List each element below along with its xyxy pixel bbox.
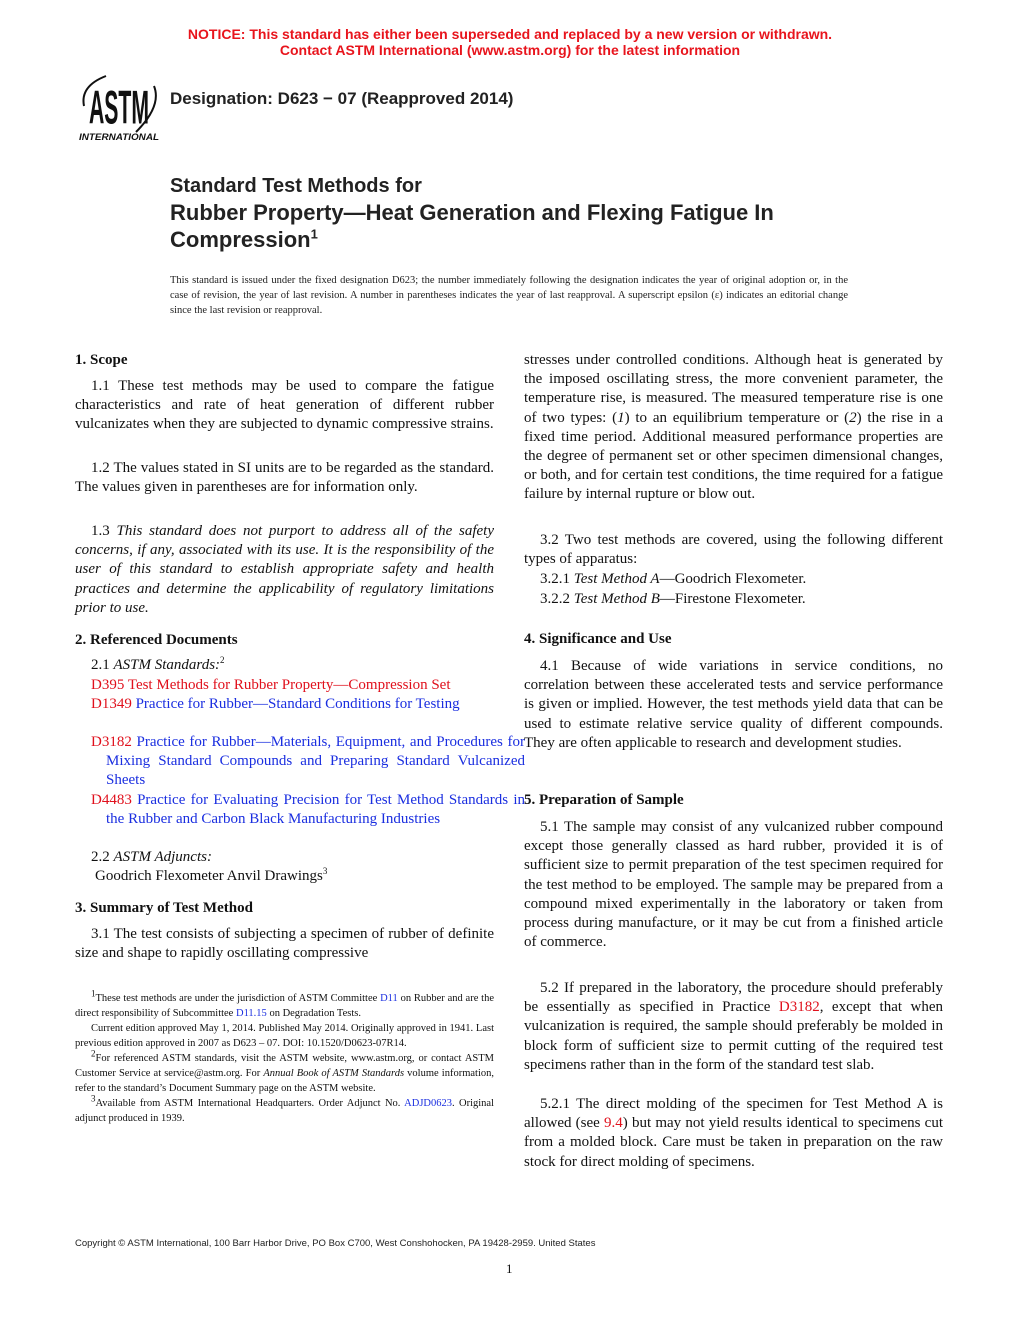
text-italic: 2: [849, 409, 857, 426]
designation: Designation: D623 − 07 (Reapproved 2014): [170, 89, 514, 108]
adjunct-link[interactable]: ADJD0623: [404, 1098, 453, 1109]
footnote-2-mark: 2: [91, 1048, 96, 1059]
para-5-2-1: [524, 1095, 943, 1172]
para-3-2: 3.2 Two test methods are covered, using the following different types of apparatus:: [524, 532, 943, 568]
title-line-3-text: Compression: [170, 227, 311, 252]
reference-title[interactable]: Practice for Rubber—Standard Conditions for Testing: [131, 696, 460, 712]
num: 3.2.2: [540, 591, 574, 607]
text: stresses under controlled conditions. Although heat is generated by the imposed oscillating stress, the more convenient parameter, the temperature rise, is measured. The measured temperature rise is one of two types: (: [524, 352, 943, 426]
footnote-1-text-a: These test methods are under the jurisdiction of ASTM Committee: [95, 993, 381, 1004]
footnote-2: [75, 1048, 494, 1096]
footnote-2-text-b: volume information, refer to the standard’s Document Summary page on the ASTM website.: [75, 1068, 494, 1094]
para-1-3: [75, 522, 494, 618]
reference-code[interactable]: D1349: [91, 696, 132, 712]
para-3-1: 3.1 The test consists of subjecting a specimen of rubber of definite size and shape to rapidly oscillating compressive: [75, 926, 494, 962]
text: —Goodrich Flexometer.: [659, 571, 807, 587]
text: 5.2 If prepared in the laboratory, the procedure should preferably be essentially as specified in Practice: [524, 980, 943, 1016]
reference-code[interactable]: D3182: [91, 734, 132, 750]
notice-line-1: NOTICE: This standard has either been superseded and replaced by a new version or withdrawn.: [187, 26, 833, 42]
para-3-1-continued: [524, 351, 943, 505]
footnote-2-text-a: For referenced ASTM standards, visit the ASTM website, www.astm.org, or contact ASTM Customer Service at service@astm.org. For: [75, 1053, 494, 1079]
reference-title[interactable]: Test Methods for Rubber Property—Compression Set: [124, 677, 451, 693]
reference-title[interactable]: Practice for Evaluating Precision for Test Method Standards in the Rubber and Carbon Black Manufacturing Industries: [106, 792, 525, 828]
text-italic: 1: [617, 409, 625, 426]
withdrawal-notice: [0, 26, 1020, 58]
svg-text:INTERNATIONAL: INTERNATIONAL: [79, 132, 159, 142]
reference-d4483[interactable]: [75, 791, 525, 829]
reference-code[interactable]: D4483: [91, 792, 132, 808]
reference-code[interactable]: D395: [91, 677, 125, 693]
title-line-2: Rubber Property—Heat Generation and Flexing Fatigue In: [170, 200, 774, 225]
reference-d1349[interactable]: [75, 695, 525, 714]
footnote-mark-3: 3: [322, 866, 328, 876]
footnotes: [75, 988, 494, 1126]
para-1-3-text: This standard does not purport to address all of the safety concerns, if any, associated with its use. It is the responsibility of the user of this standard to establish appropriate safety and health practices and determine the applicability of regulatory limitations prior to use.: [75, 523, 495, 616]
section-9-4-link[interactable]: 9.4: [604, 1115, 623, 1132]
footnote-1-mark: 1: [91, 988, 96, 999]
footnote-1-text-b: on Rubber and are the direct responsibility of Subcommittee: [75, 993, 494, 1019]
text: 5.2.1 The direct molding of the specimen for Test Method A is allowed (see: [524, 1096, 943, 1132]
issued-note: This standard is issued under the fixed designation D623; the number immediately following the designation indicates the year of original adoption or, in the case of revision, the year of last revision. A number in parentheses indicates the year of last reapproval. A superscript epsilon (ε) indicates an editorial change since the last revision or reapproval.: [170, 275, 848, 316]
heading-summary: 3. Summary of Test Method: [75, 900, 253, 916]
adjunct-text: Goodrich Flexometer Anvil Drawings: [95, 868, 323, 884]
para-2-1: [75, 656, 494, 675]
para-1-1: 1.1 These test methods may be used to compare the fatigue characteristics and rate of heat generation of different rubber vulcanizates when they are subjected to dynamic compressive strains.: [75, 378, 494, 433]
title-line-1: Standard Test Methods for: [170, 175, 422, 197]
notice-line-2: Contact ASTM International (www.astm.org) for the latest information: [279, 42, 741, 58]
para-3-2-2: [524, 590, 943, 609]
footnote-1-text-c: on Degradation Tests.: [266, 1008, 361, 1019]
astm-logo: [76, 66, 162, 144]
copyright: Copyright © ASTM International, 100 Barr Harbor Drive, PO Box C700, West Conshohocken, PA 19428-2959. United States: [75, 1238, 596, 1249]
heading-scope: 1. Scope: [75, 352, 128, 368]
reference-title[interactable]: Practice for Rubber—Materials, Equipment, and Procedures for Mixing Standard Compounds and Preparing Standard Vulcanized Sheets: [106, 734, 525, 789]
heading-preparation: 5. Preparation of Sample: [524, 792, 684, 808]
reference-d3182[interactable]: [75, 733, 525, 791]
page-number: 1: [506, 1261, 513, 1276]
committee-link[interactable]: D11: [380, 993, 398, 1004]
subcommittee-link[interactable]: D11.15: [235, 1008, 267, 1019]
para-2-1-num: 2.1: [91, 657, 114, 673]
d3182-link[interactable]: D3182: [778, 999, 820, 1016]
para-1-3-num: 1.3: [91, 523, 117, 539]
para-2-2: [75, 848, 494, 867]
adjunct-item: [75, 867, 514, 886]
footnote-3: [75, 1093, 494, 1126]
text: ) the rise in a fixed time period. Additional measured performance properties are the degree of permanent set or other specimen dimensional changes, or both, and for certain test conditions, the time required for a fatigue failure by internal rupture or blow out.: [524, 409, 943, 503]
text: ) to an equilibrium temperature or (: [624, 409, 850, 426]
document-title: [170, 173, 774, 253]
title-footnote-mark: 1: [310, 226, 318, 242]
svg-text:ASTM: ASTM: [89, 81, 149, 135]
heading-significance: 4. Significance and Use: [524, 631, 672, 647]
para-2-1-text: ASTM Standards:: [113, 657, 221, 673]
footnote-mark-2: 2: [220, 655, 225, 665]
para-5-2: [524, 979, 943, 1075]
reference-d395[interactable]: [75, 676, 525, 695]
footnote-3-text-a: Available from ASTM International Headquarters. Order Adjunct No.: [95, 1098, 405, 1109]
heading-referenced-documents: 2. Referenced Documents: [75, 632, 238, 648]
footnote-1: [75, 988, 494, 1021]
footnote-3-text-b: . Original adjunct produced in 1939.: [75, 1098, 494, 1124]
footnote-2-italic: Annual Book of ASTM Standards: [263, 1068, 405, 1079]
text: , except that when vulcanization is required, the sample should preferably be molded in block form of sufficient size to permit cutting of the required test specimens rather than in the form of the standard test slab.: [524, 999, 943, 1073]
para-2-2-text: ASTM Adjuncts:: [113, 849, 212, 865]
para-2-2-num: 2.2: [91, 849, 114, 865]
num: 3.2.1: [540, 571, 574, 587]
title-line-3: [170, 226, 774, 253]
para-4-1: 4.1 Because of wide variations in service conditions, no correlation between these accelerated tests and service performance is given or implied. However, the test methods yield data that can be used to estimate relative service quality of different compounds. They are often applicable to research and development studies.: [524, 658, 943, 751]
para-3-2-1: [524, 570, 943, 589]
method-name: Test Method A: [573, 571, 660, 587]
para-5-1: 5.1 The sample may consist of any vulcanized rubber compound except those generally classed as hard rubber, provided it is of sufficient size to permit preparation of the test specimen required for the test method to be employed. The sample may be prepared from a compound mixed experimentally in the laboratory or taken from process during manufacture, or it may be cut from a finished article of commerce.: [524, 819, 943, 951]
method-name: Test Method B: [573, 591, 660, 607]
text: —Firestone Flexometer.: [659, 591, 806, 607]
text: ) but may not yield results identical to specimens cut from a molded block. Care must be taken in preparation on the raw stock for direct molding of specimens.: [524, 1115, 943, 1170]
footnote-3-mark: 3: [91, 1093, 96, 1104]
para-1-2: 1.2 The values stated in SI units are to be regarded as the standard. The values given in parentheses are for information only.: [75, 460, 494, 496]
footnote-edition: Current edition approved May 1, 2014. Published May 2014. Originally approved in 1941. Last previous edition approved in 2007 as D623 – 07. DOI: 10.1520/D0623-07R14.: [75, 1023, 494, 1049]
